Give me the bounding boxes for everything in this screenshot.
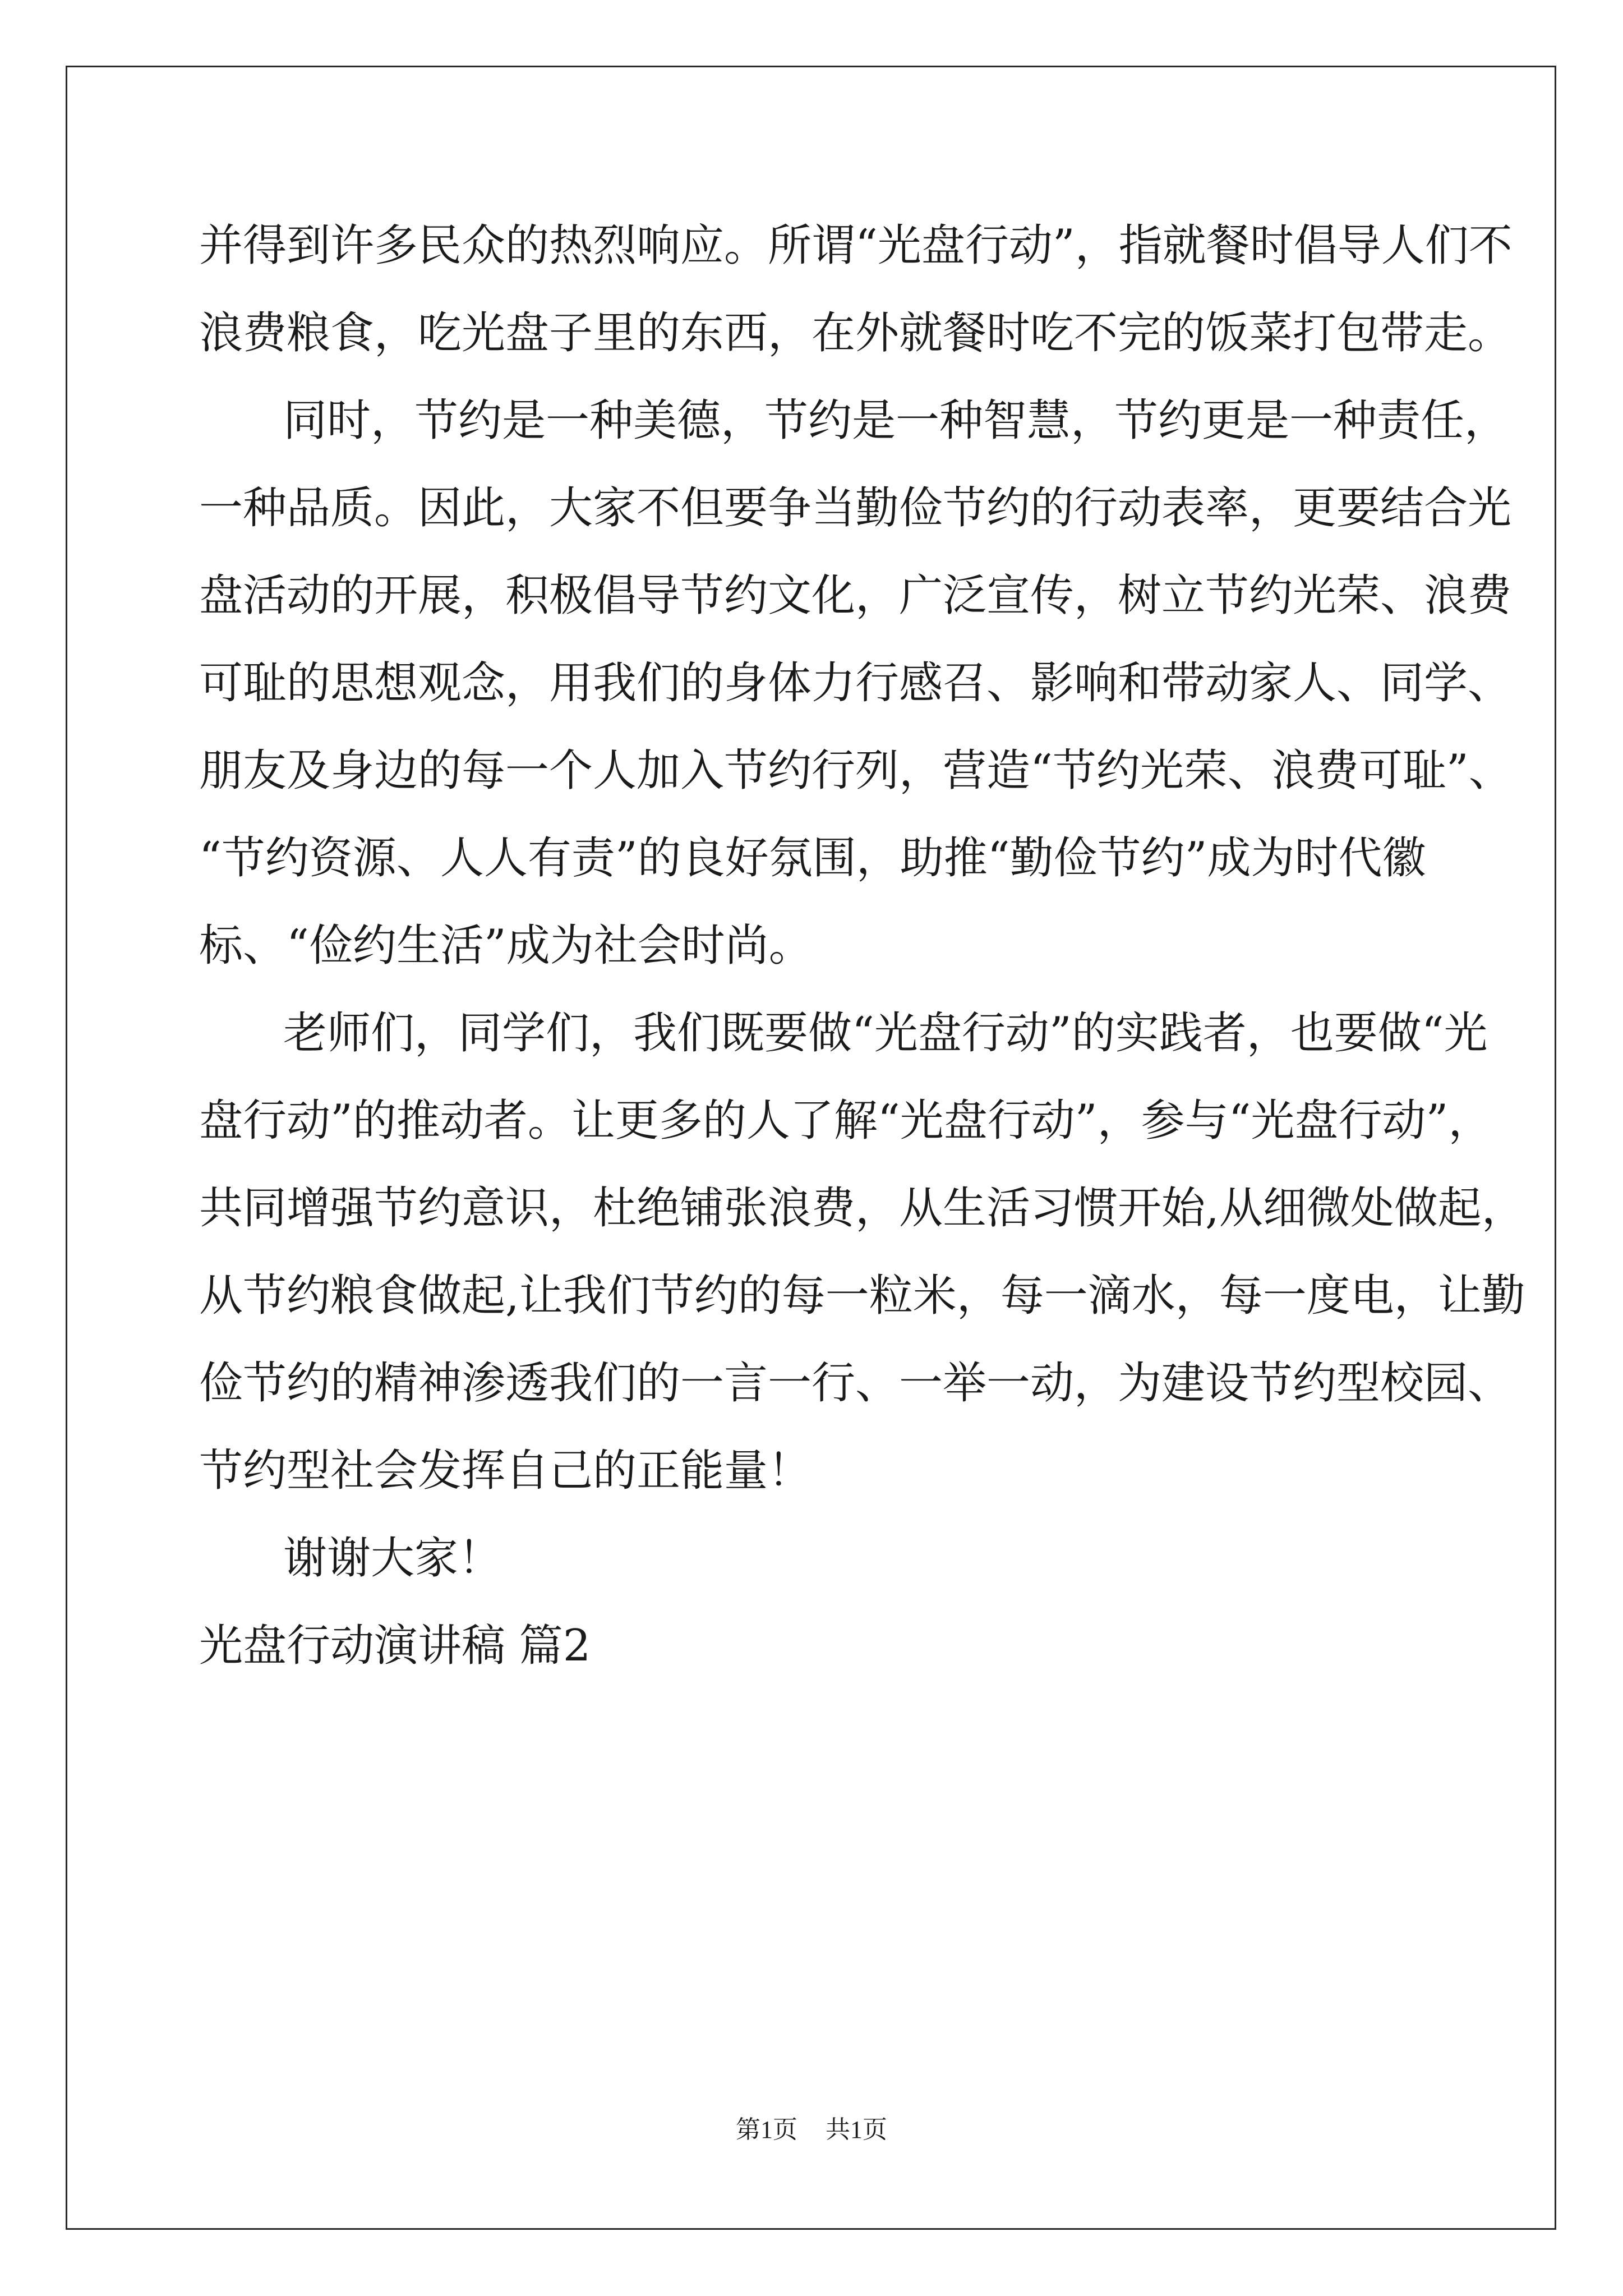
page-total: 共1页 [826, 2116, 887, 2143]
text-line-15: 节约型社会发挥自己的正能量！ [199, 1446, 812, 1496]
text-line-4: 一种品质。因此，大家不但要争当勤俭节约的行动表率，更要结合光 [199, 483, 1512, 533]
text-line-6: 可耻的思想观念，用我们的身体力行感召、影响和带动家人、同学、 [199, 658, 1512, 708]
section-heading: 光盘行动演讲稿 篇2 [199, 1621, 591, 1671]
page-footer [0, 2109, 1623, 2145]
page-number: 第1页 [736, 2116, 797, 2143]
text-line-14: 俭节约的精神渗透我们的一言一行、一举一动，为建设节约型校园、 [199, 1358, 1512, 1409]
text-line-1: 并得到许多民众的热烈响应。所谓“光盘行动”，指就餐时倡导人们不 [199, 220, 1513, 271]
text-line-9: 标、“俭约生活”成为社会时尚。 [199, 921, 813, 971]
text-line-16: 谢谢大家！ [283, 1533, 502, 1584]
text-line-8: “节约资源、人人有责”的良好氛围，助推“勤俭节约”成为时代徽 [199, 833, 1426, 884]
text-line-11: 盘行动”的推动者。让更多的人了解“光盘行动”，参与“光盘行动”， [199, 1096, 1492, 1146]
text-line-7: 朋友及身边的每一个人加入节约行列，营造“节约光荣、浪费可耻”、 [199, 746, 1513, 796]
text-line-2: 浪费粮食，吃光盘子里的东西，在外就餐时吃不完的饭菜打包带走。 [199, 308, 1512, 358]
document-body [199, 202, 1525, 1690]
text-line-5: 盘活动的开展，积极倡导节约文化，广泛宣传，树立节约光荣、浪费 [199, 570, 1512, 621]
text-line-3: 同时，节约是一种美德，节约是一种智慧，节约更是一种责任， [283, 395, 1509, 446]
text-line-10: 老师们，同学们，我们既要做“光盘行动”的实践者，也要做“光 [283, 1008, 1488, 1059]
text-line-13: 从节约粮食做起,让我们节约的每一粒米，每一滴水，每一度电，让勤 [199, 1271, 1525, 1321]
text-line-12: 共同增强节约意识，杜绝铺张浪费，从生活习惯开始,从细微处做起， [199, 1183, 1525, 1234]
